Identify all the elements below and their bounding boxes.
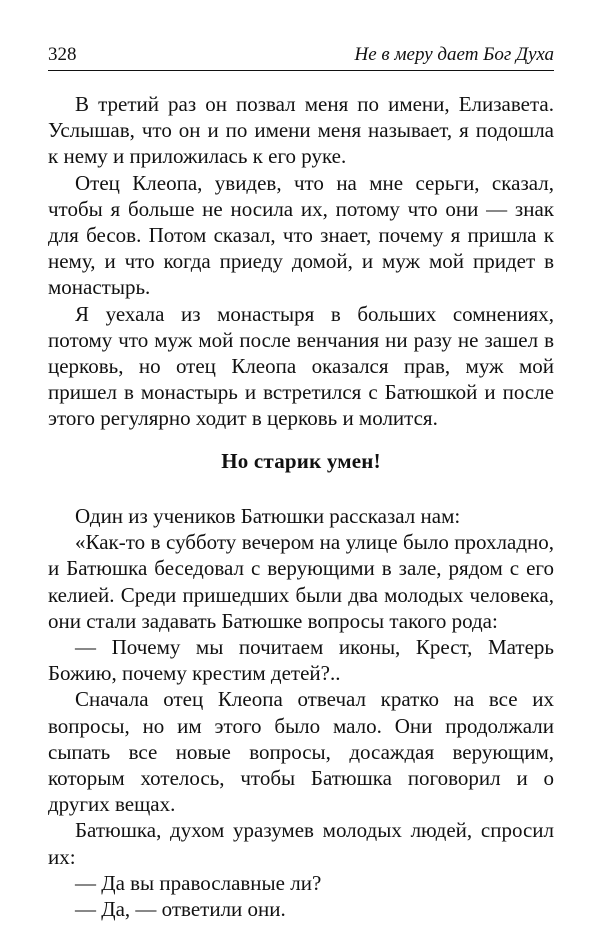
paragraph: Один из учеников Батюшки рассказал нам: [75, 504, 461, 528]
paragraph: — Да, — ответили они. [75, 897, 286, 922]
page-number: 328 [48, 44, 77, 65]
paragraph: — Почему мы почитаем иконы, Крест, Матерь Божию, почему крестим детей?.. [48, 635, 554, 686]
paragraph: Сначала отец Клеопа отвечал кратко на все их вопросы, но им этого было мало. Они продолжали сыпать все новые вопросы, досаждая верующим, которым хотелось, чтобы Батюшка поговорил и о других вещах. [48, 687, 554, 817]
page-header [48, 40, 554, 71]
book-page [48, 0, 554, 940]
paragraph: Батюшка, духом уразумев молодых людей, спросил их: [48, 818, 554, 869]
paragraph: Я уехала из монастыря в больших сомнениях, потому что муж мой после венчания ни разу не зашел в церковь, но отец Клеопа оказался прав, муж мой пришел в монастырь и встретился с Батюшкой и после этого регулярно ходит в церковь и молится. [48, 301, 554, 431]
text-block-1 [48, 91, 554, 432]
paragraph: «Как-то в субботу вечером на улице было прохладно, и Батюшка беседовал с верующими в зале, рядом с его келией. Среди пришедших были два молодых человека, они стали задавать Батюшке вопросы такого рода: [48, 530, 554, 633]
paragraph: В третий раз он позвал меня по имени, Елизавета. Услышав, что он и по имени меня называет, я подошла к нему и приложилась к его руке. [48, 92, 554, 169]
text-block-2 [48, 503, 554, 922]
running-title: Не в меру дает Бог Духа [354, 44, 554, 65]
section-heading: Но старик умен! [221, 449, 381, 473]
paragraph: — Да вы православные ли? [75, 870, 322, 895]
paragraph: Отец Клеопа, увидев, что на мне серьги, сказал, чтобы я больше не носила их, потому что они — знак для бесов. Потом сказал, что знает, почему я пришла к нему, и что когда приеду домой, и муж мой придет в монастырь. [48, 170, 554, 300]
